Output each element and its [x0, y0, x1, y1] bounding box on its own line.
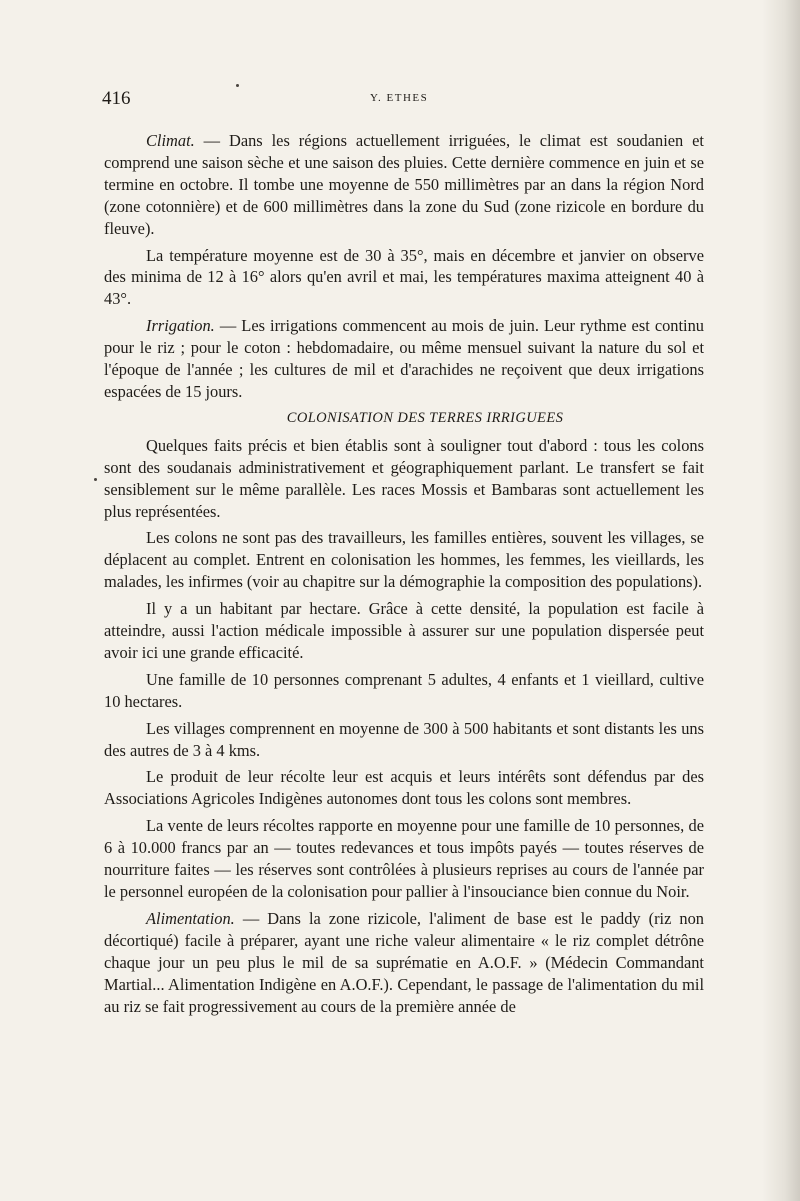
- paragraph-temperature: [104, 245, 704, 311]
- running-head: Y. ETHES: [370, 92, 429, 104]
- page-header: [102, 88, 702, 114]
- paragraph-text: — Les irrigations commencent au mois de juin. Leur rythme est continu pour le riz ; pour le coton : hebdomadaire, ou même mensuel suivant la nature du sol et l'époque de l'année ; les cultures de mil et d'arachides ne reçoivent que deux irrigations espacées de 15 jours.: [104, 316, 704, 401]
- paragraph-densite: [104, 598, 704, 664]
- paragraph-text: Il y a un habitant par hectare. Grâce à cette densité, la population est facile à atteindre, aussi l'action médicale impossible à assurer sur une population dispersée peut avoir ici une grande efficacité.: [104, 599, 704, 662]
- paragraph-label: Climat.: [146, 131, 195, 150]
- paragraph-alimentation: [104, 908, 704, 1018]
- section-heading: COLONISATION DES TERRES IRRIGUEES: [286, 409, 564, 426]
- paragraph-text: — Dans les régions actuellement irriguées, le climat est soudanien et comprend une saison sèche et une saison des pluies. Cette dernière commence en juin et se termine en octobre. Il tombe une moyenne de 550 millimètres par an dans la région Nord (zone cotonnière) et de 600 millimètres dans la zone du Sud (zone rizicole en bordure du fleuve).: [104, 131, 704, 238]
- paragraph-colons: [104, 527, 704, 593]
- paragraph-text: — Dans la zone rizicole, l'aliment de base est le paddy (riz non décortiqué) facile à préparer, ayant une riche valeur alimentaire « le riz complet détrône chaque jour un peu plus le mil de sa suprématie en A.O.F. » (Médecin Commandant Martial... Alimentation Indigène en A.O.F.). Cependant, le passage de l'alimentation du mil au riz se fait progressivement au cours de la première année de: [104, 908, 704, 1016]
- page-binding-shadow: [762, 0, 800, 1201]
- paragraph-text: La vente de leurs récoltes rapporte en moyenne pour une famille de 10 personnes, de 6 à 10.000 francs par an — toutes redevances et tous impôts payés — toutes réserves de nourriture faites — les réserves sont contrôlées à plusieurs reprises au cours de l'année par le personnel européen de la colonisation pour pallier à l'insouciance bien connue du Noir.: [104, 816, 704, 901]
- paragraph-vente: [104, 815, 704, 903]
- paragraph-villages: [104, 718, 704, 762]
- paragraph-text: Le produit de leur récolte leur est acquis et leurs intérêts sont défendus par des Associations Agricoles Indigènes autonomes dont tous les colons sont membres.: [104, 767, 704, 809]
- paragraph-irrigation: [104, 315, 704, 403]
- paragraph-label: Irrigation.: [146, 316, 215, 336]
- paragraph-produit: [104, 766, 704, 810]
- body-text: [104, 130, 704, 1022]
- paragraph-faits: [104, 435, 704, 523]
- paragraph-climat: [104, 130, 704, 240]
- print-speck: [94, 478, 97, 481]
- paragraph-label: Alimentation.: [146, 908, 235, 928]
- page-number: 416: [102, 88, 131, 109]
- paragraph-text: La température moyenne est de 30 à 35°, mais en décembre et janvier on observe des minima de 12 à 16° alors qu'en avril et mai, les températures maxima atteignent 40 à 43°.: [104, 245, 704, 309]
- print-speck: [236, 84, 239, 87]
- paragraph-famille: [104, 669, 704, 713]
- paragraph-text: Une famille de 10 personnes comprenant 5 adultes, 4 enfants et 1 vieillard, cultive 10 hectares.: [104, 669, 704, 711]
- paragraph-text: Les villages comprennent en moyenne de 300 à 500 habitants et sont distants les uns des autres de 3 à 4 kms.: [104, 718, 704, 760]
- paragraph-text: Quelques faits précis et bien établis sont à souligner tout d'abord : tous les colons sont des soudanais administrativement et géographiquement parlant. Le transfert se fait sensiblement sur le même parallèle. Les races Mossis et Bambaras sont actuellement les plus représentées.: [104, 435, 704, 521]
- paragraph-text: Les colons ne sont pas des travailleurs, les familles entières, souvent les villages, se déplacent au complet. Entrent en colonisation les hommes, les femmes, les vieillards, les malades, les infirmes (voir au chapitre sur la démographie la composition des populations).: [104, 528, 704, 592]
